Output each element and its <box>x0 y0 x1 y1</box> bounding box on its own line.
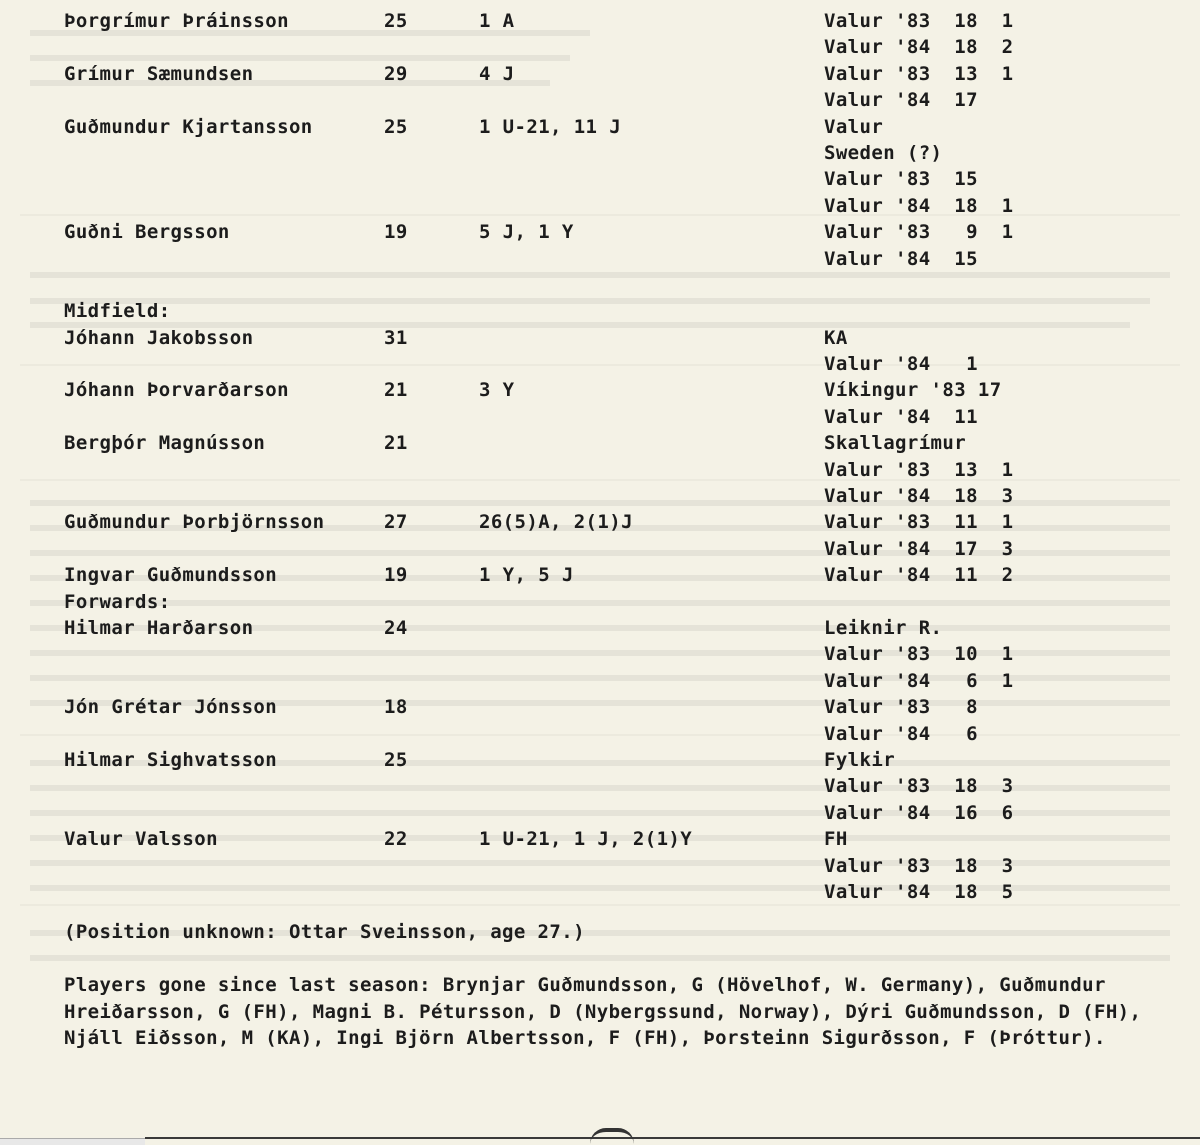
club-line: Valur '83 13 1 <box>824 62 1014 85</box>
player-clubs <box>824 219 1184 272</box>
player-row <box>64 8 1184 61</box>
player-caps: 1 U-21, 11 J <box>479 115 622 138</box>
player-name: Valur Valsson <box>64 828 218 851</box>
club-line: Valur '83 15 <box>824 168 978 191</box>
club-line: Valur '83 8 <box>824 696 978 719</box>
player-caps: 5 J, 1 Y <box>479 221 574 244</box>
club-line: Valur '84 18 2 <box>824 36 1014 59</box>
player-name: Jóhann Jakobsson <box>64 326 254 349</box>
player-clubs <box>824 509 1184 562</box>
player-age: 24 <box>384 616 408 639</box>
page-bottom-rule <box>145 1137 1200 1139</box>
player-caps: 4 J <box>479 62 515 85</box>
player-row <box>64 694 1184 747</box>
player-name: Hilmar Sighvatsson <box>64 748 278 771</box>
player-age: 25 <box>384 748 408 771</box>
player-row <box>64 325 1184 378</box>
player-row <box>64 509 1184 562</box>
player-clubs <box>824 377 1184 430</box>
squad-list <box>64 8 1184 1052</box>
player-row <box>64 430 1184 509</box>
player-caps: 3 Y <box>479 379 515 402</box>
player-row <box>64 747 1184 826</box>
club-line: Víkingur '83 17 <box>824 379 1002 402</box>
club-line: Valur '83 13 1 <box>824 458 1014 481</box>
player-name: Hilmar Harðarson <box>64 616 254 639</box>
player-row <box>64 615 1184 694</box>
player-age: 21 <box>384 379 408 402</box>
player-caps <box>479 615 824 641</box>
club-line: Valur '84 6 <box>824 722 978 745</box>
player-caps: 1 A <box>479 10 515 32</box>
club-line: Valur '84 17 3 <box>824 537 1014 560</box>
player-caps: 26(5)A, 2(1)J <box>479 511 633 534</box>
player-name: Guðmundur Þorbjörnsson <box>64 511 325 534</box>
player-clubs <box>824 747 1184 826</box>
player-clubs <box>824 694 1184 747</box>
club-line: Valur '83 9 1 <box>824 221 1014 244</box>
section-heading-midfield: Midfield: <box>64 300 171 323</box>
club-line: Valur '83 18 1 <box>824 10 1014 32</box>
club-line: Sweden (?) <box>824 141 943 164</box>
club-line: FH <box>824 828 848 851</box>
player-clubs <box>824 430 1184 509</box>
player-row <box>64 219 1184 272</box>
player-age: 22 <box>384 828 408 851</box>
player-clubs <box>824 114 1184 220</box>
player-row <box>64 61 1184 114</box>
page-number-fragment <box>590 1128 634 1144</box>
position-unknown-note: (Position unknown: Ottar Sveinsson, age 27.) <box>64 921 585 944</box>
club-line: Valur '84 18 3 <box>824 485 1014 508</box>
player-clubs <box>824 826 1184 905</box>
club-line: Valur '83 11 1 <box>824 511 1014 534</box>
player-age: 21 <box>384 432 408 455</box>
player-caps: 1 Y, 5 J <box>479 564 574 587</box>
player-caps: 1 U-21, 1 J, 2(1)Y <box>479 828 693 851</box>
player-row <box>64 562 1184 588</box>
player-age: 29 <box>384 62 408 85</box>
club-line: Fylkir <box>824 748 896 771</box>
player-caps <box>479 430 824 456</box>
player-row <box>64 826 1184 905</box>
club-line: Valur '84 18 5 <box>824 880 1014 903</box>
club-line: Valur '84 17 <box>824 89 978 112</box>
club-line: Valur '84 15 <box>824 247 978 270</box>
club-line: Valur '83 18 3 <box>824 775 1014 798</box>
player-age: 25 <box>384 10 408 32</box>
club-line: Valur '83 18 3 <box>824 854 1014 877</box>
player-age: 25 <box>384 115 408 138</box>
player-name: Jón Grétar Jónsson <box>64 696 278 719</box>
section-heading-forwards: Forwards: <box>64 590 171 613</box>
player-name: Grímur Sæmundsen <box>64 62 254 85</box>
player-row <box>64 377 1184 430</box>
club-line: Valur '84 6 1 <box>824 669 1014 692</box>
player-caps <box>479 694 824 720</box>
club-line: Valur '84 11 <box>824 405 978 428</box>
club-line: Skallagrímur <box>824 432 967 455</box>
club-line: KA <box>824 326 848 349</box>
player-clubs <box>824 325 1184 378</box>
club-line: Valur '84 16 6 <box>824 801 1014 824</box>
club-line: Leiknir R. <box>824 616 943 639</box>
player-clubs <box>824 8 1184 61</box>
club-line: Valur '83 10 1 <box>824 643 1014 666</box>
player-name: Guðmundur Kjartansson <box>64 115 313 138</box>
player-age: 19 <box>384 564 408 587</box>
player-name: Guðni Bergsson <box>64 221 230 244</box>
club-line: Valur '84 1 <box>824 353 978 376</box>
player-age: 31 <box>384 326 408 349</box>
player-caps <box>479 325 824 351</box>
player-row <box>64 114 1184 220</box>
player-caps <box>479 747 824 773</box>
player-clubs <box>824 562 1184 588</box>
player-name: Jóhann Þorvarðarson <box>64 379 289 402</box>
club-line: Valur <box>824 115 884 138</box>
player-age: 27 <box>384 511 408 534</box>
player-name: Bergþór Magnússon <box>64 432 266 455</box>
player-clubs <box>824 615 1184 694</box>
player-age: 18 <box>384 696 408 719</box>
club-line: Valur '84 18 1 <box>824 194 1014 217</box>
players-gone-paragraph: Players gone since last season: Brynjar Guðmundsson, G (Hövelhof, W. Germany), Guðmundur Hreiðarsson, G (FH), Magni B. Pétursson, D (Nybergssund, Norway), Dýri Guðmundsson, D (FH), Njáll Eiðsson, M (KA), Ingi Björn Albertsson, F (FH), Þorsteinn Sigurðsson, F (Þróttur). <box>64 974 1142 1050</box>
club-line: Valur '84 11 2 <box>824 564 1014 587</box>
player-name: Ingvar Guðmundsson <box>64 564 278 587</box>
player-clubs <box>824 61 1184 114</box>
player-age: 19 <box>384 221 408 244</box>
player-name: Þorgrímur Þráinsson <box>64 10 289 32</box>
